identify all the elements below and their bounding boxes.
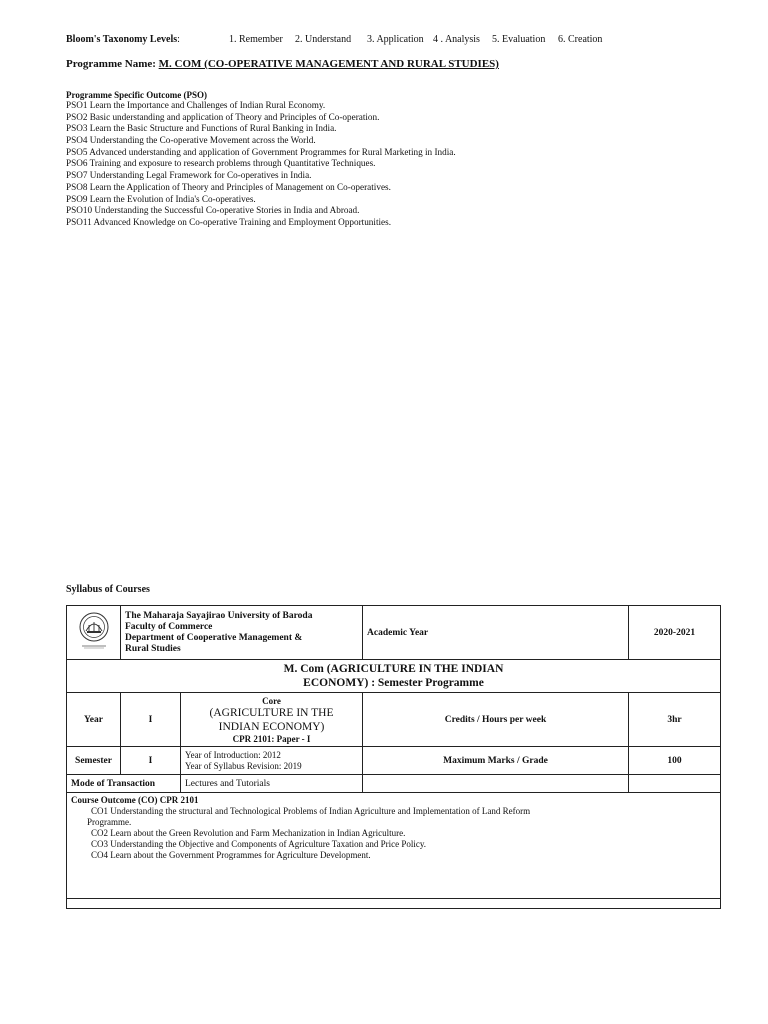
- empty-cell: [629, 775, 721, 793]
- intro-year: Year of Introduction: 2012: [185, 750, 281, 760]
- department-name: Department of Cooperative Management &: [125, 632, 303, 643]
- syllabus-heading: Syllabus of Courses: [66, 584, 150, 595]
- course-outcome-item-cont: Programme.: [87, 817, 132, 827]
- table-row: [67, 899, 721, 909]
- programme-title: M. COM (CO-OPERATIVE MANAGEMENT AND RURAL STUDIES): [158, 58, 499, 70]
- bloom-level-3: 3. Application: [367, 34, 424, 45]
- pso-item: PSO11 Advanced Knowledge on Co-operative Training and Employment Opportunities.: [66, 216, 392, 227]
- table-row: [67, 660, 721, 693]
- programme-label: Programme Name:: [66, 58, 156, 70]
- bloom-label: Bloom's Taxonomy Levels:: [66, 34, 180, 45]
- core-label: Core: [262, 695, 281, 706]
- bloom-level-5: 5. Evaluation: [492, 34, 546, 45]
- pso-item: PSO5 Advanced understanding and application of Government Programmes for Rural Marketing in India.: [66, 146, 456, 157]
- course-title-line: M. Com (AGRICULTURE IN THE INDIAN: [283, 663, 504, 675]
- mode-label: Mode of Transaction: [67, 775, 181, 793]
- university-logo-cell: [67, 606, 121, 660]
- table-row: [67, 793, 721, 899]
- table-row: [67, 775, 721, 793]
- institution-cell: [121, 606, 363, 660]
- pso-item: PSO7 Understanding Legal Framework for Co-operatives in India.: [66, 170, 312, 181]
- pso-item: PSO2 Basic understanding and application of Theory and Principles of Co-operation.: [66, 111, 380, 122]
- university-name: The Maharaja Sayajirao University of Baroda: [125, 610, 313, 621]
- course-outcome-cell: [67, 793, 721, 899]
- year-info-cell: [181, 747, 363, 775]
- course-outcome-item: CO3 Understanding the Objective and Components of Agriculture Taxation and Price Policy.: [91, 839, 427, 849]
- semester-value: I: [121, 747, 181, 775]
- empty-row-cell: [67, 899, 721, 909]
- empty-cell: [363, 775, 629, 793]
- bloom-level-6: 6. Creation: [558, 34, 603, 45]
- bloom-level-1: 1. Remember: [229, 34, 283, 45]
- max-marks-label: Maximum Marks / Grade: [363, 747, 629, 775]
- credits-label: Credits / Hours per week: [363, 693, 629, 747]
- course-title-line: ECONOMY) : Semester Programme: [303, 677, 484, 689]
- semester-label: Semester: [67, 747, 121, 775]
- course-outcome-heading: Course Outcome (CO) CPR 2101: [71, 795, 199, 805]
- core-title-line: INDIAN ECONOMY): [218, 720, 325, 733]
- pso-item: PSO9 Learn the Evolution of India's Co-operatives.: [66, 193, 256, 204]
- faculty-name: Faculty of Commerce: [125, 621, 213, 632]
- pso-item: PSO6 Training and exposure to research problems through Quantitative Techniques.: [66, 158, 376, 169]
- bloom-taxonomy-row: [66, 34, 726, 50]
- max-marks-value: 100: [629, 747, 721, 775]
- table-row: [67, 606, 721, 660]
- university-seal-icon: [72, 611, 116, 651]
- academic-year-value: 2020-2021: [629, 606, 721, 660]
- table-row: [67, 693, 721, 747]
- revision-year: Year of Syllabus Revision: 2019: [185, 760, 302, 771]
- course-outcome-item: CO2 Learn about the Green Revolution and Farm Mechanization in Indian Agriculture.: [91, 828, 406, 838]
- mode-value: Lectures and Tutorials: [181, 775, 363, 793]
- pso-item: PSO8 Learn the Application of Theory and Principles of Management on Co-operatives.: [66, 181, 391, 192]
- core-title-line: (AGRICULTURE IN THE: [209, 706, 334, 719]
- bloom-level-4: 4 . Analysis: [433, 34, 480, 45]
- table-row: [67, 747, 721, 775]
- course-outcome-item: CO1 Understanding the structural and Technological Problems of Indian Agriculture and Implementation of Land Reform: [91, 806, 531, 816]
- pso-item: PSO1 Learn the Importance and Challenges of Indian Rural Economy.: [66, 100, 326, 110]
- course-title: [67, 660, 721, 693]
- year-label: Year: [67, 693, 121, 747]
- pso-item: PSO3 Learn the Basic Structure and Functions of Rural Banking in India.: [66, 123, 337, 134]
- pso-heading: Programme Specific Outcome (PSO): [66, 90, 208, 100]
- pso-item: PSO4 Understanding the Co-operative Movement across the World.: [66, 135, 316, 146]
- syllabus-table: [66, 605, 721, 909]
- academic-year-label: Academic Year: [363, 606, 629, 660]
- course-outcome-item: CO4 Learn about the Government Programmes for Agriculture Development.: [91, 850, 371, 860]
- programme-name: [66, 58, 499, 70]
- core-code: CPR 2101: Paper - I: [232, 733, 311, 744]
- credits-value: 3hr: [629, 693, 721, 747]
- department-name-cont: Rural Studies: [125, 643, 181, 654]
- bloom-level-2: 2. Understand: [295, 34, 352, 45]
- year-value: I: [121, 693, 181, 747]
- pso-item: PSO10 Understanding the Successful Co-operative Stories in India and Abroad.: [66, 205, 360, 216]
- pso-list: [66, 100, 456, 229]
- core-course-cell: [181, 693, 363, 747]
